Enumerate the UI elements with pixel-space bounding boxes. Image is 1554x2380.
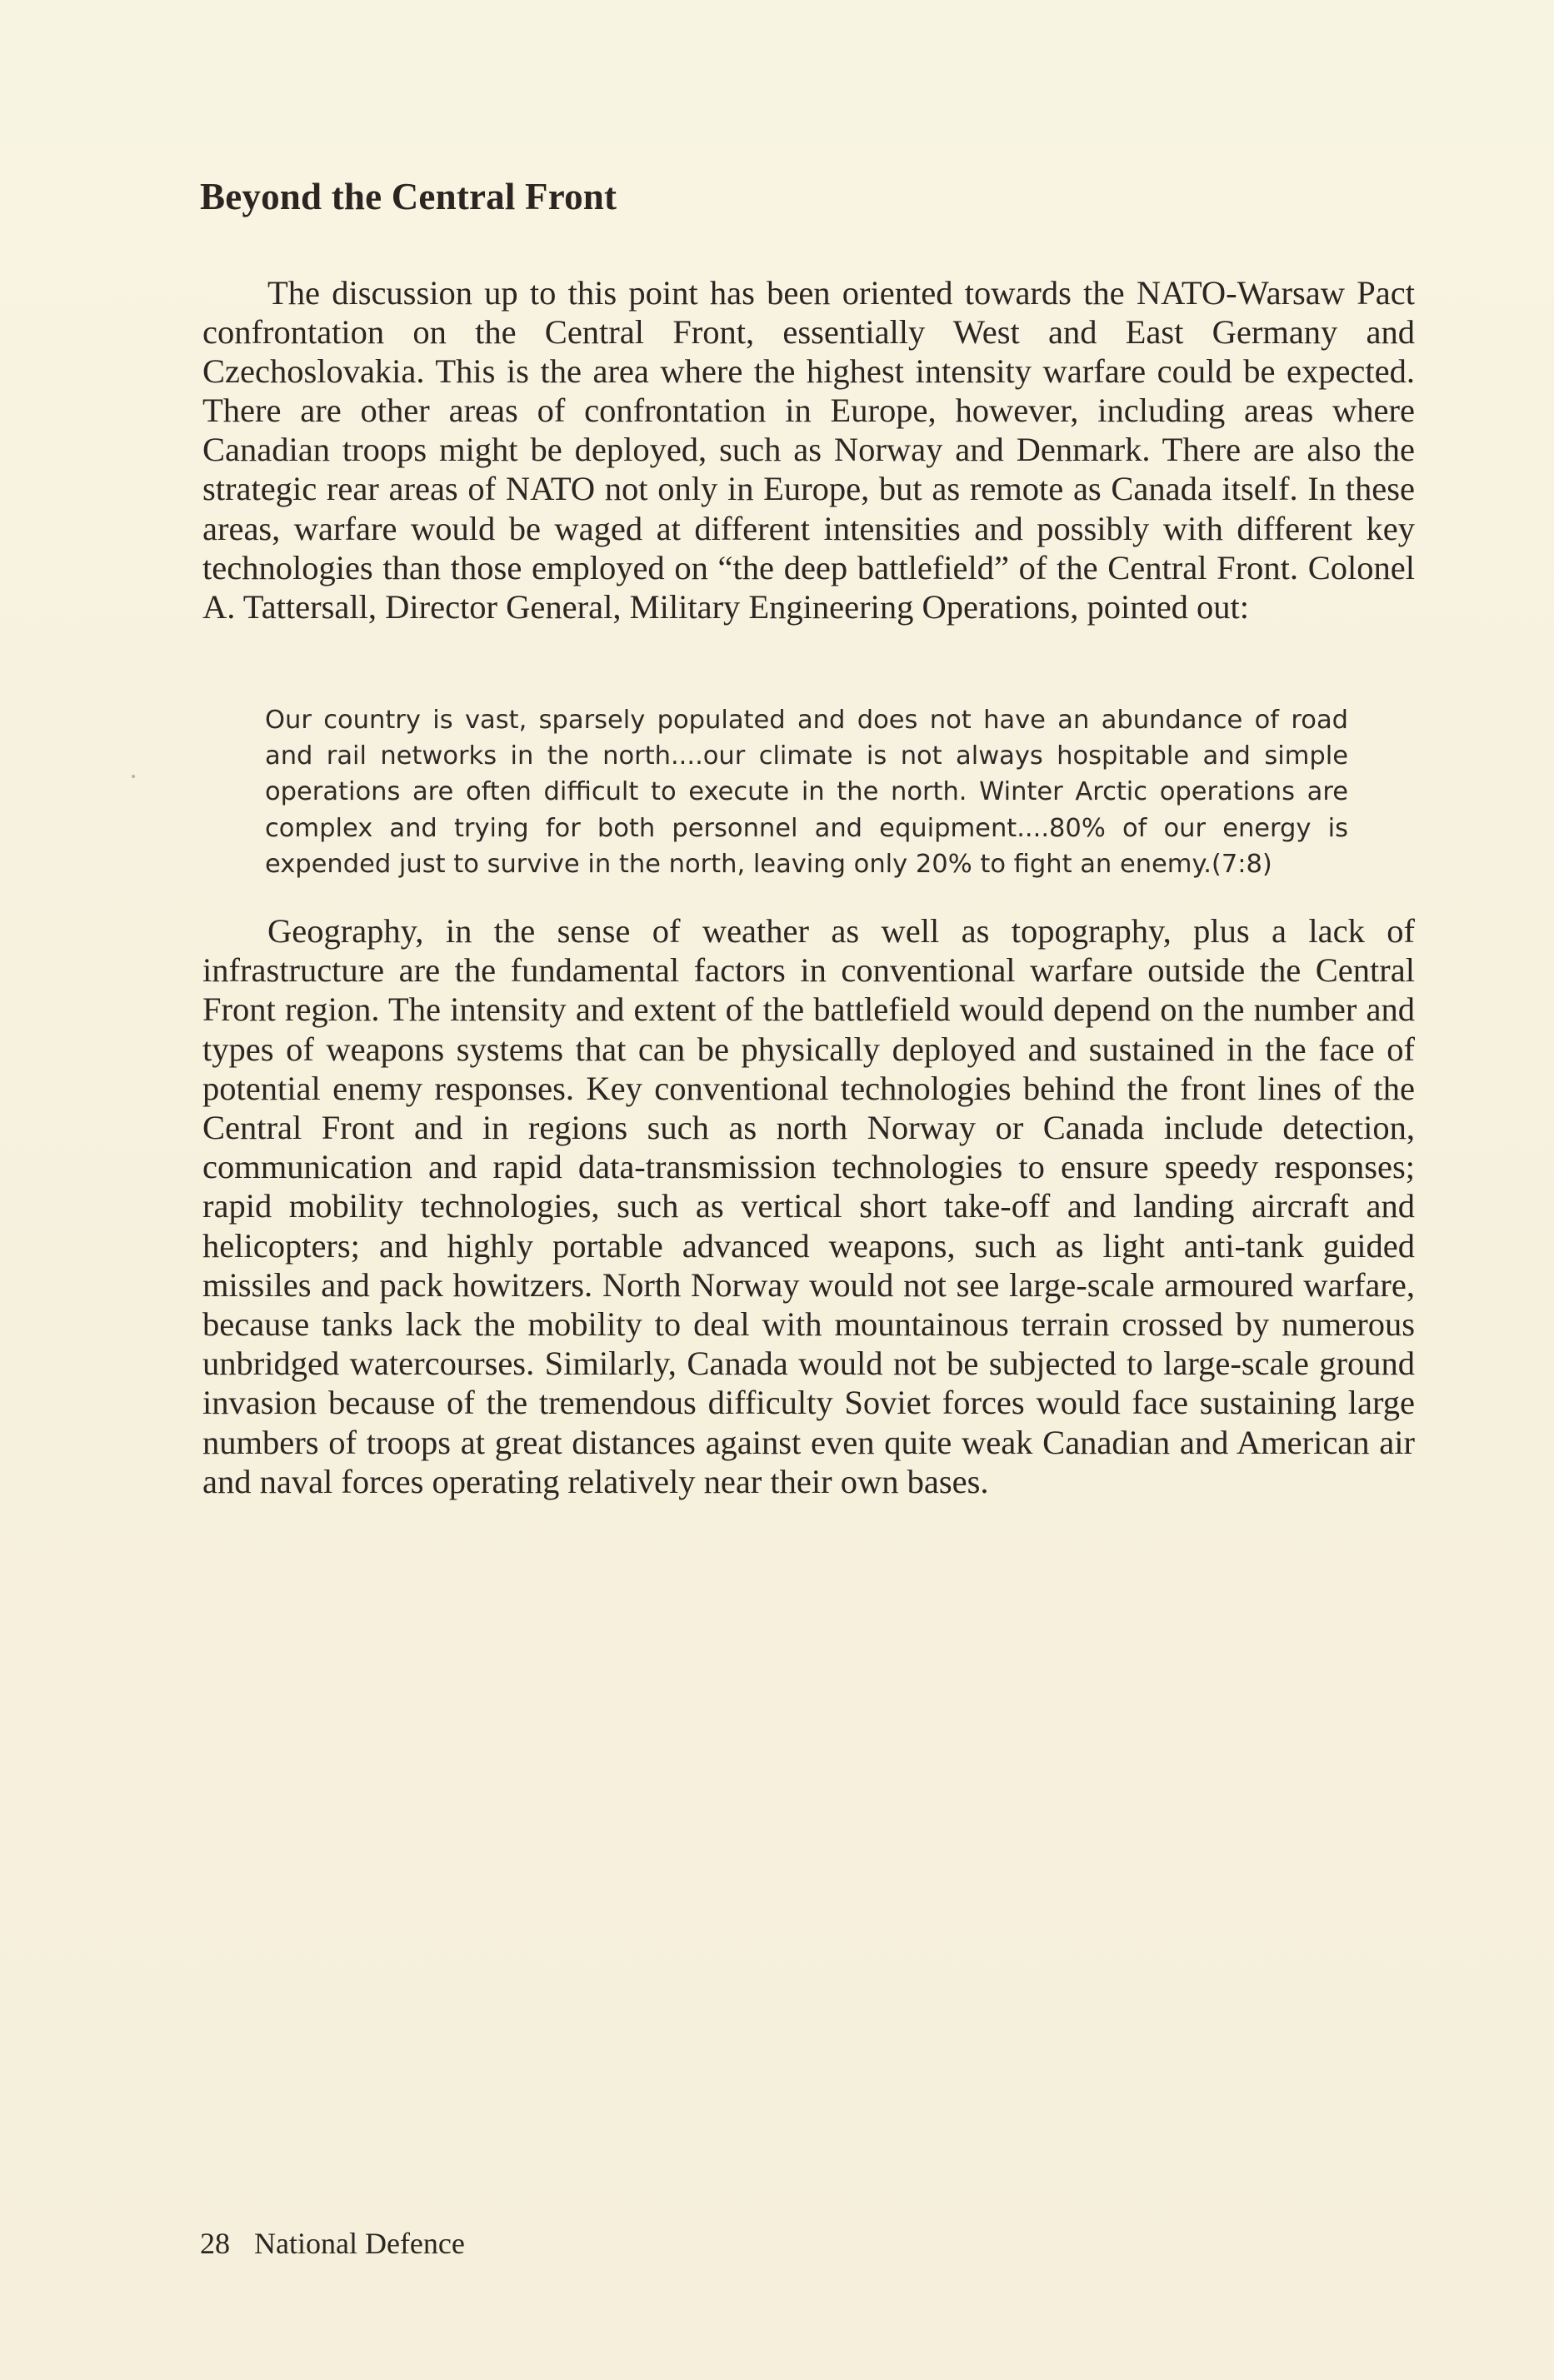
body-paragraph-2: Geography, in the sense of weather as well as topography, plus a lack of infrastructure are the fundamental factors in conventional warfare outside the Central Front region. The intensity and extent of the battlefield would depend on the number and types of weapons systems that can be physically deployed and sustained in the face of potential enemy responses. Key conventional technologies behind the front lines of the Central Front and in regions such as north Norway or Canada include detection, communication and rapid data-transmission technologies to ensure speedy responses; rapid mobility technologies, such as vertical short take-off and landing aircraft and helicopters; and highly portable advanced weapons, such as light anti-tank guided missiles and pack howitzers. North Norway would not see large-scale armoured warfare, because tanks lack the mobility to deal with mountainous terrain crossed by numerous unbridged watercourses. Similarly, Canada would not be subjected to large-scale ground invasion because of the tremendous difficulty Soviet forces would face sustaining large numbers of troops at great distances against even quite weak Canadian and American air and naval forces operating relatively near their own bases. [202, 912, 1415, 1500]
body-paragraph-1: The discussion up to this point has been oriented towards the NATO-Warsaw Pact confrontation on the Central Front, essentially West and East Germany and Czechoslovakia. This is the area where the highest intensity warfare could be expected. There are other areas of confrontation in Europe, however, including areas where Canadian troops might be deployed, such as Norway and Denmark. There are also the strategic rear areas of NATO not only in Europe, but as remote as Canada itself. In these areas, warfare would be waged at different intensities and possibly with different key technologies than those employed on “the deep battlefield” of the Central Front. Colonel A. Tattersall, Director General, Military Engineering Operations, pointed out: [202, 274, 1415, 626]
page-footer [200, 2226, 465, 2261]
paper-speck [132, 775, 135, 778]
publication-name: National Defence [254, 2227, 465, 2260]
block-quote: Our country is vast, sparsely populated and does not have an abundance of road and rail networks in the north....our climate is not always hospitable and simple operations are often difficult to execute in the north. Winter Arctic operations are complex and trying for both personnel and equipment....80% of our energy is expended just to survive in the north, leaving only 20% to fight an enemy.(7:8) [265, 706, 1348, 879]
section-heading: Beyond the Central Front [200, 176, 617, 217]
page-number: 28 [200, 2227, 230, 2260]
